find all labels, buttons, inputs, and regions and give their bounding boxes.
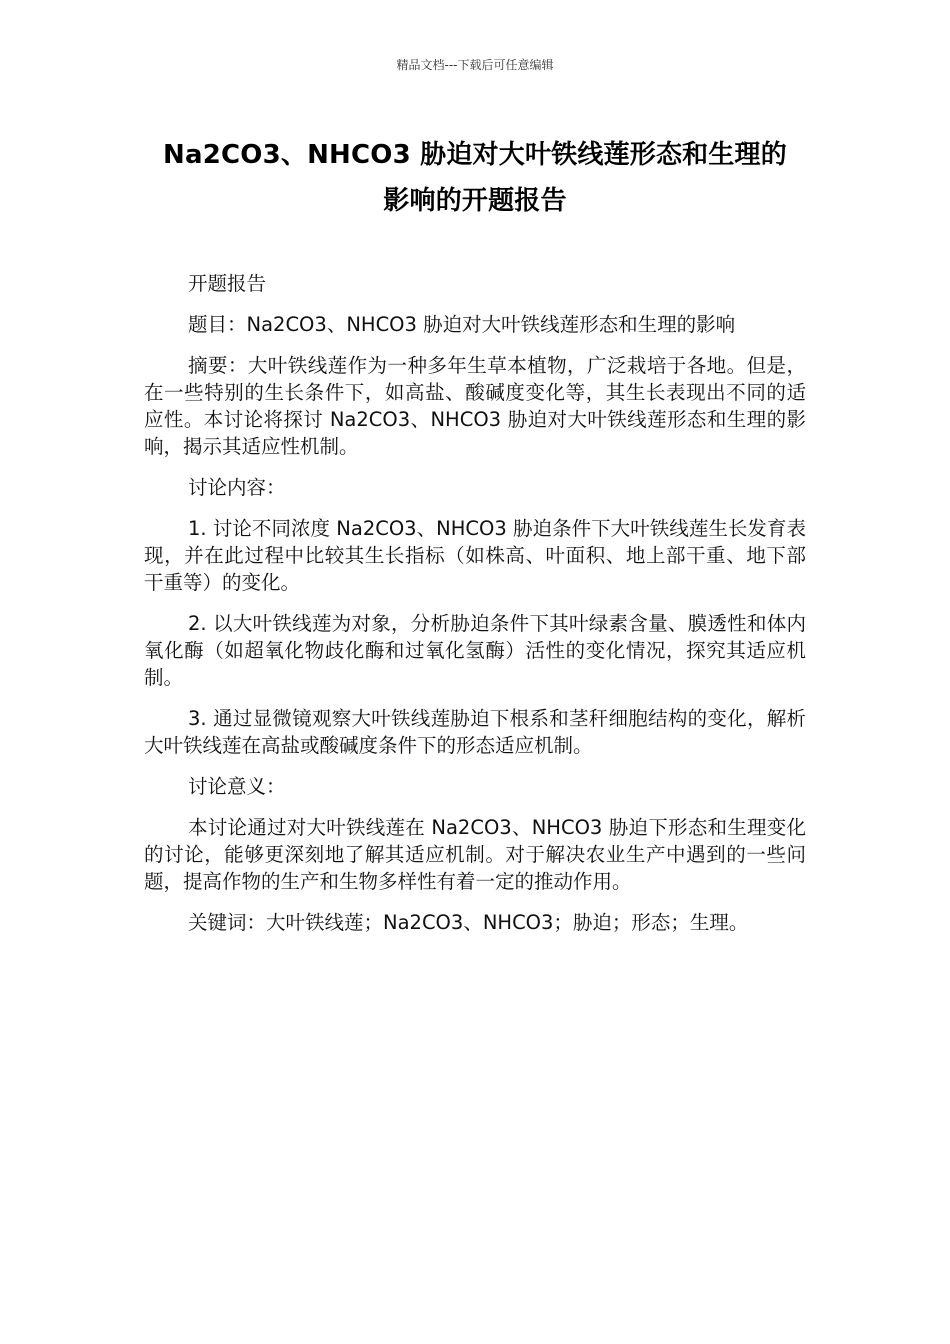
significance-paragraph: 本讨论通过对大叶铁线莲在 Na2CO3、NHCO3 胁迫下形态和生理变化的讨论，能够更深刻地了解其适应机制。对于解决农业生产中遇到的一些问题，提高作物的生产和生物多样性有着一定的推动作用。 xyxy=(144,816,806,893)
content-item-3: 3. 通过显微镜观察大叶铁线莲胁迫下根系和茎秆细胞结构的变化，解析大叶铁线莲在高盐或酸碱度条件下的形态适应机制。 xyxy=(144,707,806,757)
header-note: 精品文档---下载后可任意编辑 xyxy=(396,58,554,72)
content-item-2: 2. 以大叶铁线莲为对象，分析胁迫条件下其叶绿素含量、膜透性和体内氧化酶（如超氧化物歧化酶和过氧化氢酶）活性的变化情况，探究其适应机制。 xyxy=(144,612,806,689)
keywords-paragraph: 关键词：大叶铁线莲；Na2CO3、NHCO3；胁迫；形态；生理。 xyxy=(188,911,749,934)
title-line-2: 影响的开题报告 xyxy=(383,186,567,216)
document-body xyxy=(144,270,806,950)
document-title xyxy=(140,132,810,224)
content-item-1: 1. 讨论不同浓度 Na2CO3、NHCO3 胁迫条件下大叶铁线莲生长发育表现，并在此过程中比较其生长指标（如株高、叶面积、地上部干重、地下部干重等）的变化。 xyxy=(144,517,806,594)
topic-paragraph: 题目：Na2CO3、NHCO3 胁迫对大叶铁线莲形态和生理的影响 xyxy=(188,313,736,336)
section-heading-content: 讨论内容： xyxy=(188,476,286,499)
abstract-paragraph: 摘要：大叶铁线莲作为一种多年生草本植物，广泛栽培于各地。但是，在一些特别的生长条件下，如高盐、酸碱度变化等，其生长表现出不同的适应性。本讨论将探讨 Na2CO3、NHCO3 胁迫对大叶铁线莲形态和生理的影响，揭示其适应性机制。 xyxy=(144,354,806,458)
title-line-1: Na2CO3、NHCO3 胁迫对大叶铁线莲形态和生理的 xyxy=(163,140,787,170)
section-heading-report: 开题报告 xyxy=(188,272,267,295)
section-heading-significance: 讨论意义： xyxy=(188,775,286,798)
